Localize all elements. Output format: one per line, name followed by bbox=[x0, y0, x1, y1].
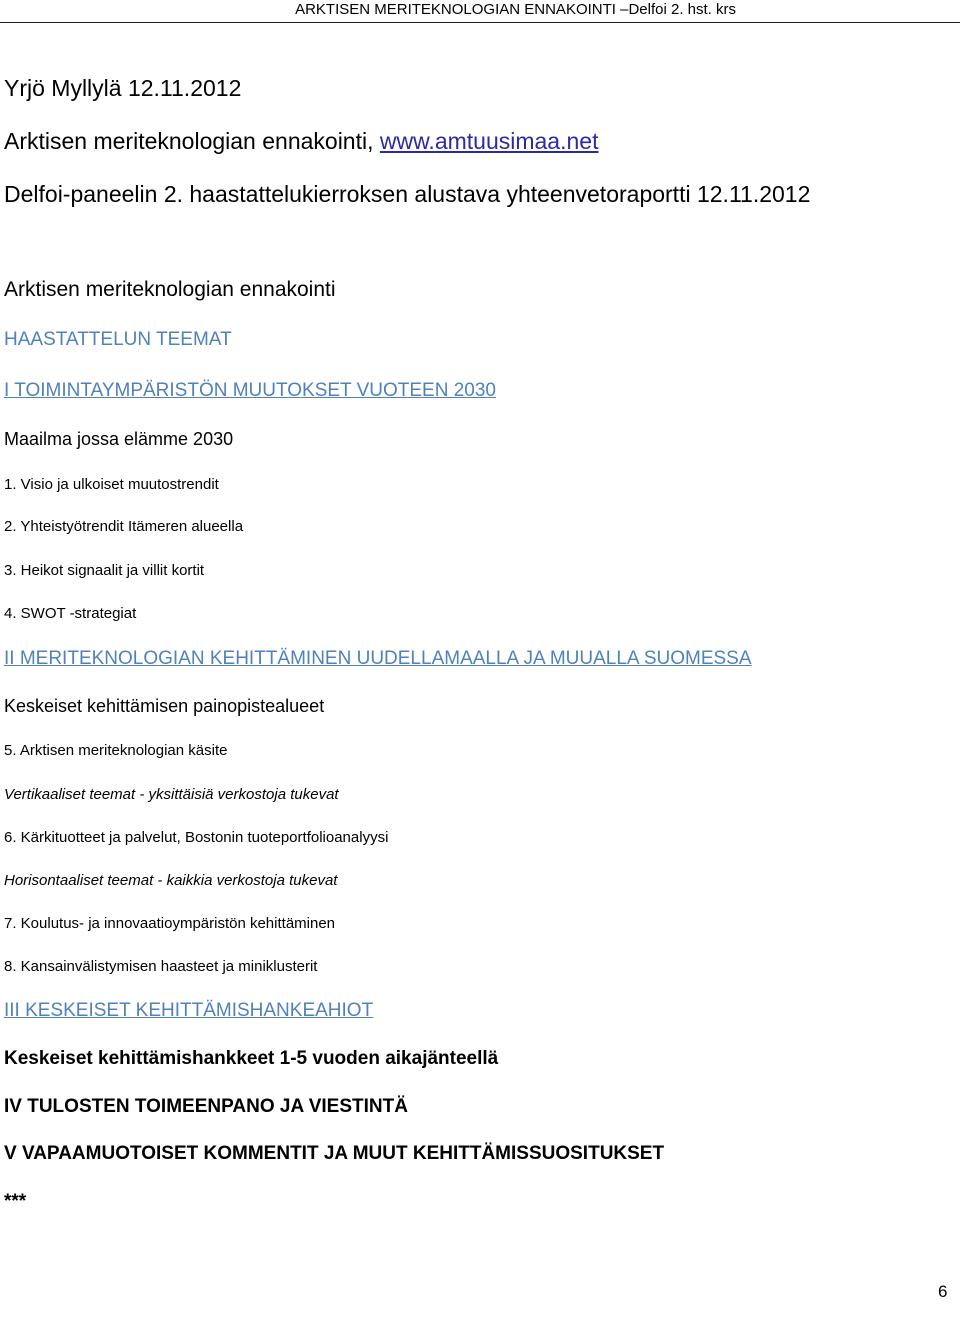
document-title: Arktisen meriteknologian ennakointi bbox=[4, 278, 336, 301]
header-rule bbox=[0, 22, 960, 23]
section-1-subtitle: Maailma jossa elämme 2030 bbox=[4, 429, 234, 449]
section-3-title: III KESKEISET KEHITTÄMISHANKEAHIOT bbox=[4, 1000, 374, 1021]
running-header: ARKTISEN MERITEKNOLOGIAN ENNAKOINTI –Delfoi 2. hst. krs bbox=[295, 1, 736, 18]
theme-item-2: 2. Yhteistyötrendit Itämeren alueella bbox=[4, 518, 244, 535]
page-number: 6 bbox=[938, 1282, 948, 1301]
project-line bbox=[4, 128, 598, 155]
theme-item-3: 3. Heikot signaalit ja villit kortit bbox=[4, 562, 205, 579]
section-4-title: IV TULOSTEN TOIMEENPANO JA VIESTINTÄ bbox=[4, 1096, 408, 1117]
section-5-title: V VAPAAMUOTOISET KOMMENTIT JA MUUT KEHITTÄMISSUOSITUKSET bbox=[4, 1143, 665, 1164]
project-prefix: Arktisen meriteknologian ennakointi, bbox=[4, 128, 380, 154]
theme-item-7: 7. Koulutus- ja innovaatioympäristön kehittäminen bbox=[4, 915, 336, 932]
separator: *** bbox=[4, 1191, 27, 1212]
theme-item-5: 5. Arktisen meriteknologian käsite bbox=[4, 742, 228, 759]
themes-heading: HAASTATTELUN TEEMAT bbox=[4, 329, 232, 350]
section-1-title: I TOIMINTAYMPÄRISTÖN MUUTOKSET VUOTEEN 2030 bbox=[4, 380, 496, 401]
section-2-subtitle: Keskeiset kehittämisen painopistealueet bbox=[4, 696, 325, 716]
theme-item-8: 8. Kansainvälistymisen haasteet ja miniklusterit bbox=[4, 958, 318, 975]
author-date: Yrjö Myllylä 12.11.2012 bbox=[4, 75, 242, 101]
vertical-themes-label: Vertikaaliset teemat - yksittäisiä verkostoja tukevat bbox=[4, 786, 339, 803]
report-title: Delfoi-paneelin 2. haastattelukierroksen alustava yhteenvetoraportti 12.11.2012 bbox=[4, 181, 811, 207]
section-3-subtitle: Keskeiset kehittämishankkeet 1-5 vuoden aikajänteellä bbox=[4, 1048, 499, 1069]
theme-item-4: 4. SWOT -strategiat bbox=[4, 605, 137, 622]
theme-item-6: 6. Kärkituotteet ja palvelut, Bostonin tuoteportfolioanalyysi bbox=[4, 829, 389, 846]
project-website-link[interactable]: www.amtuusimaa.net bbox=[379, 128, 599, 154]
section-2-title: II MERITEKNOLOGIAN KEHITTÄMINEN UUDELLAMAALLA JA MUUALLA SUOMESSA bbox=[4, 648, 752, 669]
theme-item-1: 1. Visio ja ulkoiset muutostrendit bbox=[4, 476, 219, 493]
horizontal-themes-label: Horisontaaliset teemat - kaikkia verkostoja tukevat bbox=[4, 872, 338, 889]
